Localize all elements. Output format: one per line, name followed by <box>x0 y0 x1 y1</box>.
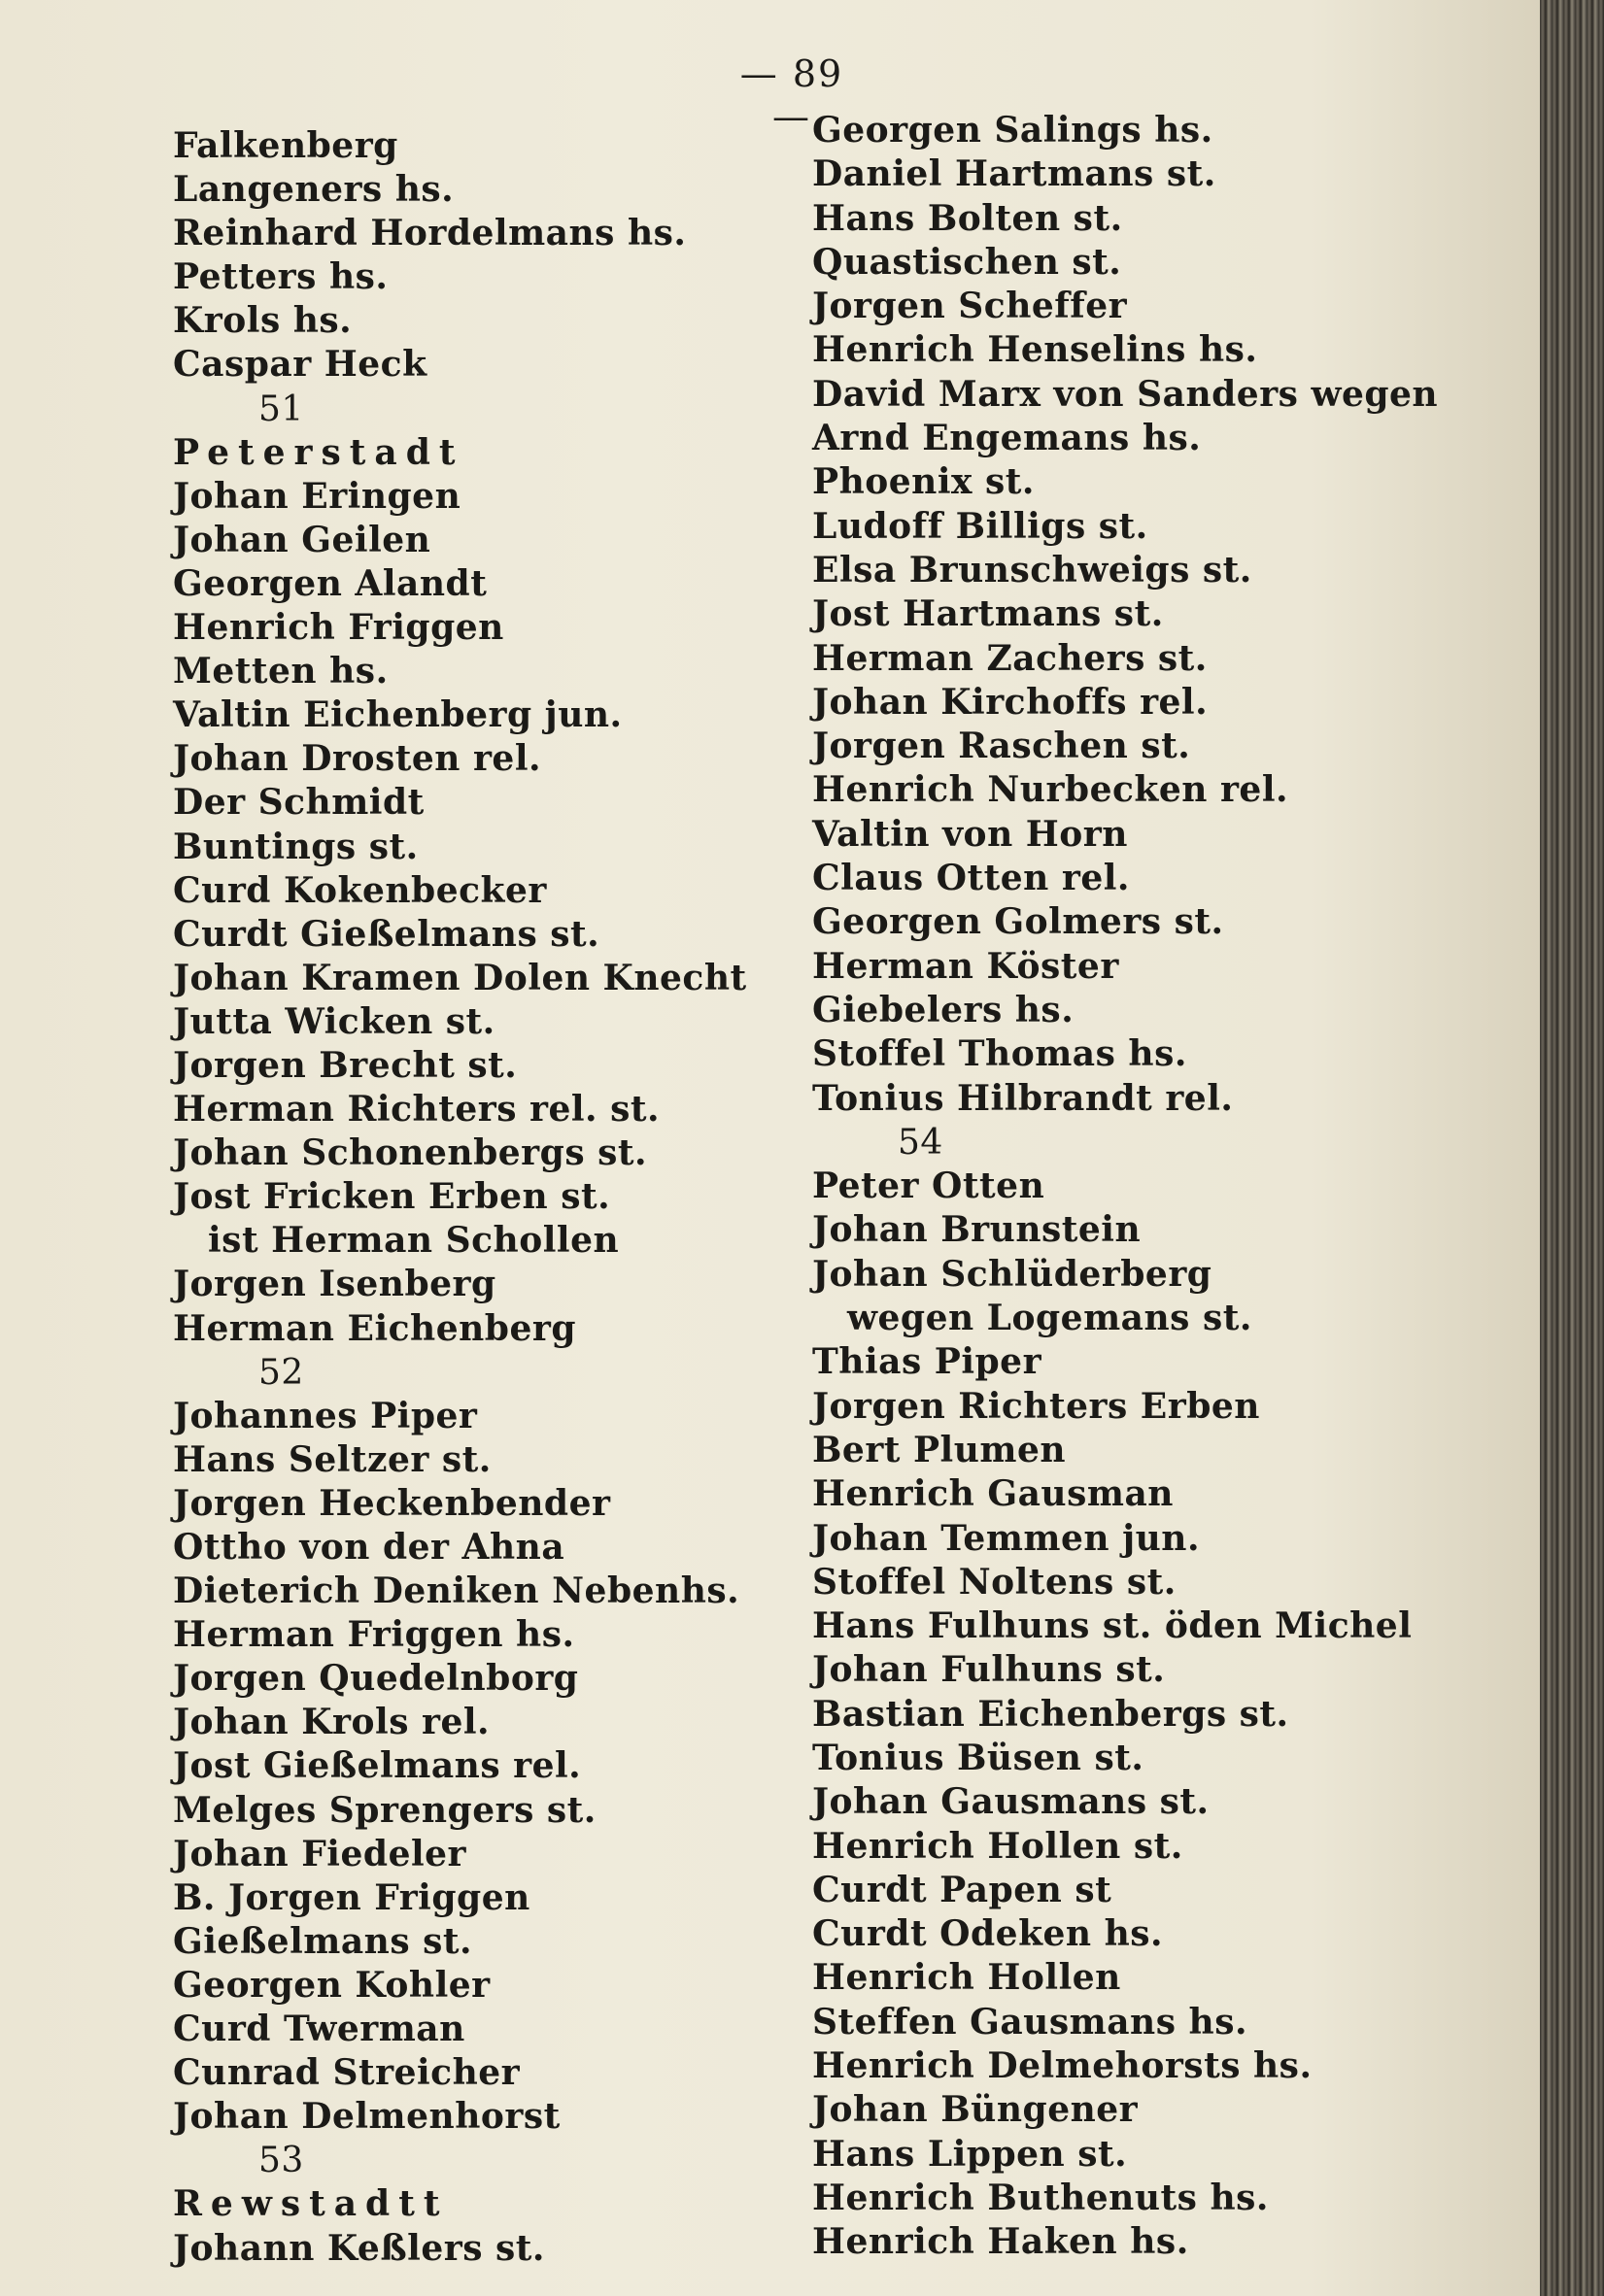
entry-line: Johan Kramen Dolen Knecht <box>173 957 747 998</box>
entry-line: Johan Kirchoffs rel. <box>812 681 1209 723</box>
entry-line: Herman Friggen hs. <box>173 1614 575 1656</box>
entry-line: Georgen Golmers st. <box>812 901 1224 943</box>
entry-line: Caspar Heck <box>173 344 427 386</box>
entry-line: Peterstadt <box>173 431 464 473</box>
entry-line: Ottho von der Ahna <box>173 1527 565 1568</box>
entry-line: David Marx von Sanders wegen <box>812 373 1439 415</box>
entry-line: Johan Geilen <box>173 519 431 560</box>
entry-line: wegen Logemans st. <box>847 1298 1252 1339</box>
entry-line: Johan Schlüderberg <box>812 1253 1212 1295</box>
entry-line: Henrich Buthenuts hs. <box>812 2177 1269 2218</box>
entry-line: Falkenberg <box>173 125 398 166</box>
entry-line: Valtin von Horn <box>812 813 1128 855</box>
entry-line: Krols hs. <box>173 300 353 342</box>
entry-line: Rewstadtt <box>173 2183 449 2225</box>
entry-line: Peter Otten <box>812 1165 1045 1207</box>
entry-line: Herman Richters rel. st. <box>173 1089 661 1131</box>
entry-line: Johan Büngener <box>812 2089 1139 2131</box>
entry-line: Jorgen Heckenbender <box>173 1482 611 1524</box>
entry-line: Ludoff Billigs st. <box>812 505 1148 547</box>
entry-line: Johan Eringen <box>173 475 461 517</box>
entry-line: Claus Otten rel. <box>812 858 1130 899</box>
entry-line: Henrich Nurbecken rel. <box>812 769 1289 811</box>
entry-line: Bert Plumen <box>812 1429 1067 1470</box>
entry-line: Jutta Wicken st. <box>173 1000 495 1042</box>
entry-line: Reinhard Hordelmans hs. <box>173 213 687 254</box>
entry-line: Metten hs. <box>173 651 389 692</box>
entry-line: Phoenix st. <box>812 461 1035 503</box>
entry-line: Herman Eichenberg <box>173 1307 577 1349</box>
entry-line: Curdt Gießelmans st. <box>173 913 600 955</box>
entry-line: Curdt Papen st <box>812 1869 1112 1910</box>
entry-line: Hans Fulhuns st. öden Michel <box>812 1605 1413 1647</box>
entry-line: Curd Kokenbecker <box>173 869 547 911</box>
entry-line: Steffen Gausmans hs. <box>812 2001 1247 2043</box>
entry-line: Johan Krols rel. <box>173 1702 491 1743</box>
entry-line: Henrich Hollen <box>812 1957 1121 1999</box>
entry-line: Johan Drosten rel. <box>173 738 542 780</box>
entry-line: Johan Fulhuns st. <box>812 1649 1166 1691</box>
entry-line: Jost Gießelmans rel. <box>173 1745 582 1787</box>
entry-line: Johann Keßlers st. <box>173 2227 545 2269</box>
entry-line: Herman Zachers st. <box>812 637 1208 679</box>
entry-line: Hans Seltzer st. <box>173 1438 492 1480</box>
entry-line: Henrich Delmehorsts hs. <box>812 2045 1313 2087</box>
entry-line: Curd Twerman <box>173 2009 465 2050</box>
entry-line: Bastian Eichenbergs st. <box>812 1693 1289 1735</box>
entry-line: Jorgen Scheffer <box>812 286 1128 327</box>
section-number: 51 <box>258 388 304 429</box>
entry-line: Stoffel Thomas hs. <box>812 1033 1187 1075</box>
page-number: — 89 — <box>739 52 844 138</box>
entry-line: Georgen Salings hs. <box>812 110 1213 151</box>
entry-line: Johannes Piper <box>173 1395 478 1436</box>
entry-line: Henrich Hollen st. <box>812 1825 1183 1867</box>
entry-line: Johan Fiedeler <box>173 1833 467 1874</box>
entry-line: Valtin Eichenberg jun. <box>173 694 623 736</box>
entry-line: Henrich Gausman <box>812 1473 1174 1515</box>
entry-line: Langeners hs. <box>173 169 455 211</box>
section-number: 52 <box>258 1352 304 1393</box>
entry-line: Tonius Hilbrandt rel. <box>812 1077 1234 1119</box>
entry-line: Cunrad Streicher <box>173 2052 521 2094</box>
entry-line: Johan Schonenbergs st. <box>173 1132 648 1174</box>
entry-line: Elsa Brunschweigs st. <box>812 549 1252 591</box>
entry-line: Stoffel Noltens st. <box>812 1561 1177 1603</box>
entry-line: Jost Hartmans st. <box>812 593 1164 635</box>
entry-line: Henrich Haken hs. <box>812 2221 1189 2263</box>
entry-line: Jorgen Brecht st. <box>173 1044 518 1086</box>
entry-line: Herman Köster <box>812 945 1119 987</box>
right-column <box>812 109 1512 2265</box>
entry-line: Arnd Engemans hs. <box>812 418 1202 459</box>
entry-line: Quastischen st. <box>812 241 1122 283</box>
entry-line: ist Herman Schollen <box>208 1220 620 1262</box>
entry-line: Jorgen Quedelnborg <box>173 1658 579 1700</box>
entry-line: Curdt Odeken hs. <box>812 1913 1164 1955</box>
entry-line: Johan Brunstein <box>812 1209 1142 1251</box>
entry-line: Johan Gausmans st. <box>812 1781 1210 1823</box>
entry-line: Giebelers hs. <box>812 989 1075 1030</box>
entry-line: Tonius Büsen st. <box>812 1737 1144 1778</box>
entry-line: Gießelmans st. <box>173 1920 473 1962</box>
entry-line: Petters hs. <box>173 256 389 298</box>
entry-line: Dieterich Deniken Nebenhs. <box>173 1570 740 1612</box>
entry-line: Hans Lippen st. <box>812 2133 1128 2175</box>
entry-line: Hans Bolten st. <box>812 197 1123 239</box>
section-number: 53 <box>258 2141 304 2181</box>
entry-line: Georgen Alandt <box>173 562 488 604</box>
entry-line: Buntings st. <box>173 826 419 867</box>
entry-line: Jost Fricken Erben st. <box>173 1176 611 1218</box>
entry-line: Georgen Kohler <box>173 1964 491 2006</box>
entry-line: Johan Delmenhorst <box>173 2096 561 2138</box>
entry-line: Henrich Friggen <box>173 607 504 649</box>
section-number: 54 <box>898 1122 943 1163</box>
book-spine <box>1540 0 1604 2296</box>
entry-line: Jorgen Isenberg <box>173 1264 496 1305</box>
entry-line: Johan Temmen jun. <box>812 1517 1201 1559</box>
entry-line: Henrich Henselins hs. <box>812 329 1258 371</box>
entry-line: Daniel Hartmans st. <box>812 153 1216 195</box>
entry-line: Thias Piper <box>812 1341 1042 1383</box>
entry-line: Jorgen Richters Erben <box>812 1385 1260 1427</box>
entry-line: Melges Sprengers st. <box>173 1789 597 1831</box>
entry-line: Jorgen Raschen st. <box>812 726 1191 767</box>
entry-line: Der Schmidt <box>173 782 425 824</box>
entry-line: B. Jorgen Friggen <box>173 1876 530 1918</box>
left-column <box>173 124 795 2271</box>
